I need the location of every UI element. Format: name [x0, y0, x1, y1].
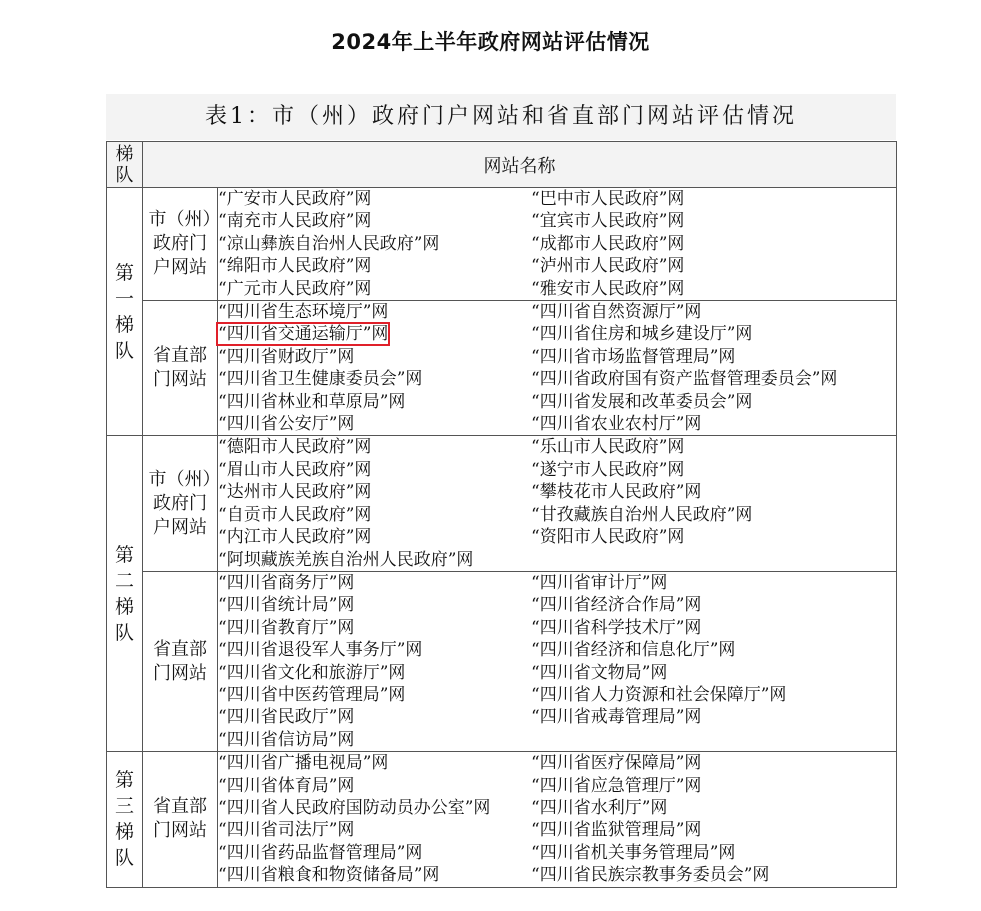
page-title: 2024年上半年政府网站评估情况: [331, 30, 650, 54]
site-name-text: “四川省文化和旅游厅”网: [218, 662, 406, 683]
site-name-text: “四川省公安厅”网: [218, 414, 355, 435]
site-name-text: “四川省退役军人事务厅”网: [218, 640, 423, 661]
site-name-text: “南充市人民政府”网: [218, 211, 372, 232]
site-list: [218, 752, 896, 886]
site-name: [531, 572, 896, 594]
site-name-text: “四川省监狱管理局”网: [531, 820, 702, 841]
site-name: [531, 301, 896, 323]
site-name: [531, 752, 896, 774]
site-name: [531, 864, 896, 886]
site-name: [218, 278, 531, 300]
site-name: [531, 639, 896, 661]
site-list-cell: [218, 571, 897, 751]
site-list: [218, 572, 896, 751]
site-name: [531, 819, 896, 841]
tier-label: [107, 188, 143, 436]
site-name-text: “巴中市人民政府”网: [531, 189, 685, 209]
site-name: [531, 210, 896, 232]
tier-label-text: 第三梯队: [114, 769, 134, 870]
site-name: [531, 706, 896, 728]
site-name: [218, 617, 531, 639]
site-name: [218, 436, 531, 458]
site-name: [218, 413, 531, 435]
site-name: [531, 481, 896, 503]
site-name-text: “四川省审计厅”网: [531, 572, 668, 593]
site-name: [531, 504, 896, 526]
site-name: [218, 459, 531, 481]
site-name-text: “绵阳市人民政府”网: [218, 256, 372, 277]
site-name: [218, 594, 531, 616]
site-name: [218, 504, 531, 526]
site-list: [218, 436, 896, 570]
table-row: [107, 188, 897, 301]
site-name-text: “四川省财政厅”网: [218, 346, 355, 367]
category-cell: [143, 301, 218, 436]
site-name: [531, 233, 896, 255]
site-name: [531, 368, 896, 390]
site-name-text: “四川省人力资源和社会保障厅”网: [531, 684, 787, 705]
site-name-text: “乐山市人民政府”网: [531, 437, 685, 458]
site-name: [218, 233, 531, 255]
site-name-text: “四川省应急管理厅”网: [531, 775, 702, 796]
site-list-cell: [218, 188, 897, 301]
table-row: [107, 752, 897, 887]
site-name-text: “凉山彝族自治州人民政府”网: [218, 233, 440, 254]
site-name-text: “四川省经济和信息化厅”网: [531, 640, 736, 661]
site-name-text: “德阳市人民政府”网: [218, 437, 372, 458]
site-name: [531, 617, 896, 639]
site-name-text: “泸州市人民政府”网: [531, 256, 685, 277]
site-name: [218, 819, 531, 841]
site-name-text: “四川省药品监督管理局”网: [218, 842, 423, 863]
site-name-text: “资阳市人民政府”网: [531, 527, 685, 548]
site-name: [218, 775, 531, 797]
site-name-text: “四川省农业农村厅”网: [531, 414, 702, 435]
site-list-cell: [218, 301, 897, 436]
site-name: [218, 729, 531, 751]
site-name-text: “内江市人民政府”网: [218, 527, 372, 548]
site-name-text: “遂宁市人民政府”网: [531, 459, 685, 480]
site-name: [531, 346, 896, 368]
site-name-text: “四川省市场监督管理局”网: [531, 346, 736, 367]
site-name-text: “四川省广播电视局”网: [218, 753, 389, 774]
site-name-text: “四川省住房和城乡建设厅”网: [531, 324, 753, 345]
site-name: [218, 684, 531, 706]
site-name-text: “四川省民族宗教事务委员会”网: [531, 865, 770, 886]
site-name-text: “四川省司法厅”网: [218, 820, 355, 841]
site-name-text: “四川省林业和草原局”网: [218, 391, 406, 412]
site-name: [218, 842, 531, 864]
site-name-text: “达州市人民政府”网: [218, 482, 372, 503]
site-name: [218, 391, 531, 413]
site-name: [218, 323, 531, 345]
tier-label: [107, 436, 143, 752]
table-caption: 表1：市（州）政府门户网站和省直部门网站评估情况: [106, 94, 896, 140]
site-name: [218, 572, 531, 594]
site-name-text: “雅安市人民政府”网: [531, 278, 685, 299]
site-name: [218, 255, 531, 277]
category-label: 省直部门网站: [153, 796, 207, 842]
site-name: [531, 526, 896, 548]
site-list-cell: [218, 436, 897, 571]
site-list: [218, 301, 896, 435]
site-name: [531, 391, 896, 413]
site-name: [531, 842, 896, 864]
site-name-text: “四川省发展和改革委员会”网: [531, 391, 753, 412]
site-name-text: “四川省统计局”网: [218, 595, 355, 616]
site-name-text: “眉山市人民政府”网: [218, 459, 372, 480]
site-name: [531, 436, 896, 458]
site-name: [531, 775, 896, 797]
site-name: [218, 662, 531, 684]
site-name: [531, 413, 896, 435]
site-name-text: “四川省教育厅”网: [218, 617, 355, 638]
site-name: [218, 346, 531, 368]
site-list: [218, 188, 896, 300]
site-name-text: “四川省医疗保障局”网: [531, 753, 702, 774]
site-name-text: “四川省粮食和物资储备局”网: [218, 865, 440, 886]
category-label: 省直部门网站: [153, 638, 207, 684]
site-name: [218, 706, 531, 728]
site-name-text: “四川省中医药管理局”网: [218, 684, 406, 705]
tier-label-text: 第二梯队: [114, 543, 134, 644]
category-label: 市（州）政府门户网站: [148, 468, 212, 538]
table-row: [107, 301, 897, 436]
site-name: [218, 639, 531, 661]
site-name: [218, 752, 531, 774]
site-name: [218, 549, 531, 571]
site-name: [218, 864, 531, 886]
site-name-text: “四川省商务厅”网: [218, 572, 355, 593]
header-site-name: 网站名称: [143, 142, 897, 188]
category-cell: [143, 436, 218, 571]
site-name: [218, 188, 531, 210]
category-cell: [143, 752, 218, 887]
table-header-row: [107, 142, 897, 188]
site-name-text: “四川省经济合作局”网: [531, 595, 702, 616]
site-name: [218, 526, 531, 548]
site-name-text: “自贡市人民政府”网: [218, 504, 372, 525]
site-name-text: “四川省戒毒管理局”网: [531, 707, 702, 728]
site-name: [218, 368, 531, 390]
site-name-text: “广元市人民政府”网: [218, 278, 372, 299]
site-name: [531, 684, 896, 706]
category-label: 市（州）政府门户网站: [148, 209, 212, 279]
site-name-text: “四川省人民政府国防动员办公室”网: [218, 797, 491, 818]
site-name-text: “四川省机关事务管理局”网: [531, 842, 736, 863]
table-row: [107, 436, 897, 571]
site-list-cell: [218, 752, 897, 887]
site-name-text: “四川省自然资源厅”网: [531, 302, 702, 323]
site-name-text: “四川省体育局”网: [218, 775, 355, 796]
site-name: [531, 188, 896, 210]
site-name-text: “广安市人民政府”网: [218, 189, 372, 209]
tier-label-text: 第一梯队: [114, 261, 134, 362]
site-name-text: “四川省科学技术厅”网: [531, 617, 702, 638]
site-name: [531, 323, 896, 345]
site-name-text: “甘孜藏族自治州人民政府”网: [531, 504, 753, 525]
site-name-text: “四川省文物局”网: [531, 662, 668, 683]
highlighted-site-name: “四川省交通运输厅”网: [218, 324, 389, 345]
site-name-text: “四川省水利厅”网: [531, 797, 668, 818]
site-name-text: “阿坝藏族羌族自治州人民政府”网: [218, 549, 474, 570]
header-tier: 梯队: [107, 142, 143, 188]
site-name-text: “四川省生态环境厅”网: [218, 302, 389, 323]
tier-label: [107, 752, 143, 887]
category-cell: [143, 188, 218, 301]
site-name-text: “四川省卫生健康委员会”网: [218, 369, 423, 390]
site-name: [531, 459, 896, 481]
site-name: [218, 481, 531, 503]
site-name-text: “宜宾市人民政府”网: [531, 211, 685, 232]
evaluation-table: [106, 141, 897, 888]
site-name: [531, 594, 896, 616]
site-name: [531, 278, 896, 300]
site-name-text: “四川省民政厅”网: [218, 707, 355, 728]
site-name: [531, 255, 896, 277]
site-name: [218, 210, 531, 232]
site-name-text: “四川省政府国有资产监督管理委员会”网: [531, 369, 838, 390]
site-name: [531, 797, 896, 819]
category-label: 省直部门网站: [153, 345, 207, 391]
site-name: [218, 797, 531, 819]
site-name-text: “成都市人民政府”网: [531, 233, 685, 254]
site-name-text: “攀枝花市人民政府”网: [531, 482, 702, 503]
category-cell: [143, 571, 218, 751]
site-name-text: “四川省信访局”网: [218, 729, 355, 750]
site-name: [531, 662, 896, 684]
site-name: [218, 301, 531, 323]
table-row: [107, 571, 897, 751]
